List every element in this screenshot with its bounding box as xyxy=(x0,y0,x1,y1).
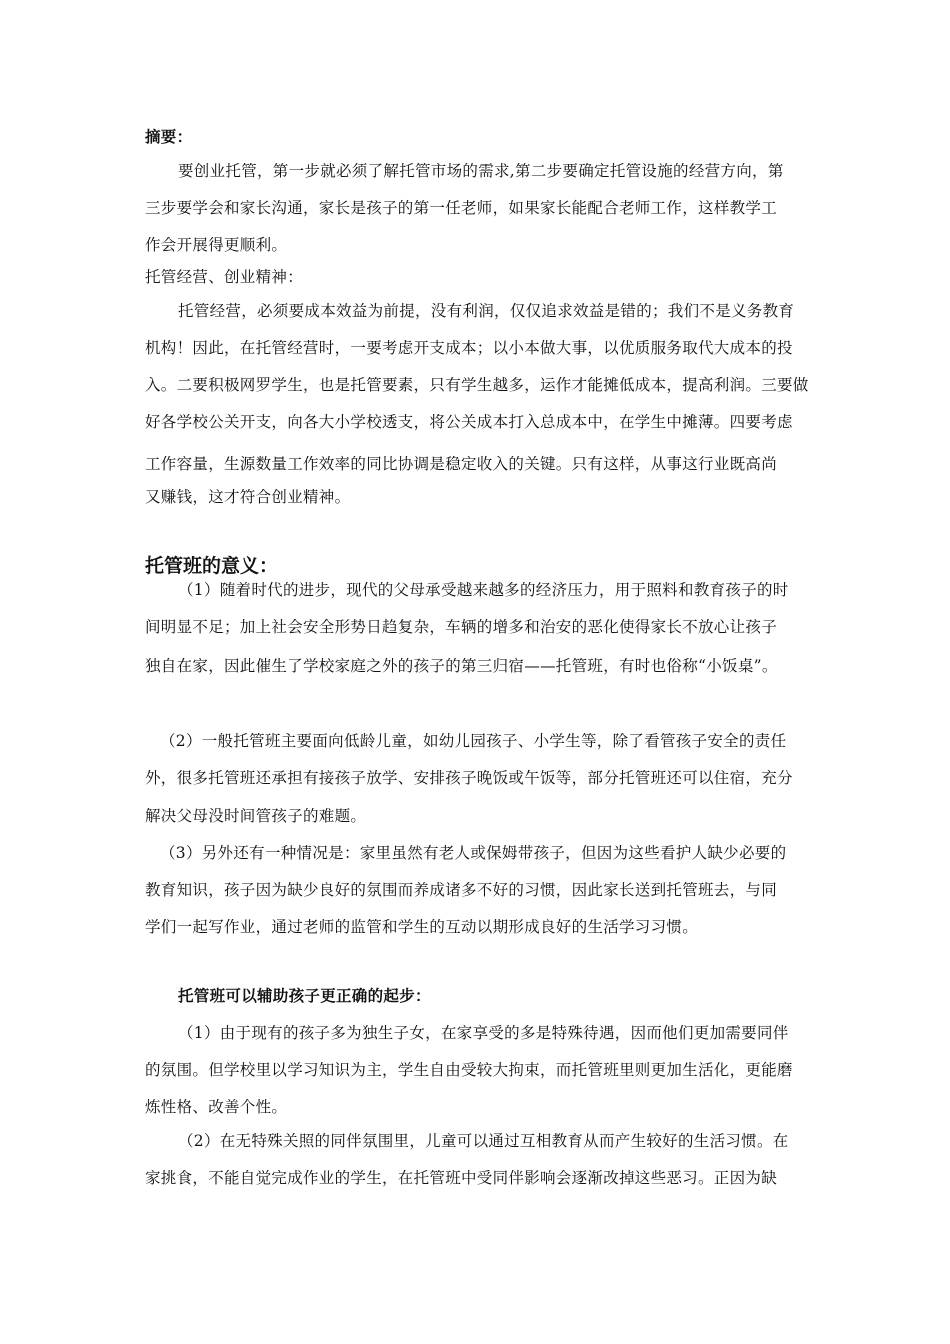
business-line: 工作容量，生源数量工作效率的同比协调是稳定收入的关键。只有这样，从事这行业既高尚 xyxy=(145,455,778,473)
meaning-3-line: 学们一起写作业，通过老师的监管和学生的互动以期形成良好的生活学习习惯。 xyxy=(145,918,699,936)
meaning-2-line: 解决父母没时间管孩子的难题。 xyxy=(145,807,367,825)
meaning-3-line: 教育知识，孩子因为缺少良好的氛围而养成诸多不好的习惯，因此家长送到托管班去，与同 xyxy=(145,881,778,899)
abstract-line: 三步要学会和家长沟通，家长是孩子的第一任老师，如果家长能配合老师工作，这样教学工 xyxy=(145,199,778,217)
business-line: 托管经营，必须要成本效益为前提，没有利润，仅仅追求效益是错的；我们不是义务教育 xyxy=(178,302,795,320)
meaning-1-line: 间明显不足；加上社会安全形势日趋复杂，车辆的增多和治安的恶化使得家长不放心让孩子 xyxy=(145,618,778,636)
assist-2-line: （2）在无特殊关照的同伴氛围里，儿童可以通过互相教育从而产生较好的生活习惯。在 xyxy=(178,1132,789,1150)
meaning-1-line: 独自在家，因此催生了学校家庭之外的孩子的第三归宿——托管班，有时也俗称“小饭桌”。 xyxy=(145,657,778,675)
abstract-line: 作会开展得更顺利。 xyxy=(145,236,288,254)
abstract-label: 摘要： xyxy=(145,127,193,146)
business-line: 入。二要积极网罗学生，也是托管要素，只有学生越多，运作才能摊低成本，提高利润。三要做 xyxy=(145,376,809,394)
assist-1-line: 炼性格、改善个性。 xyxy=(145,1098,288,1116)
assist-2-line: 家挑食，不能自觉完成作业的学生，在托管班中受同伴影响会逐渐改掉这些恶习。正因为缺 xyxy=(145,1169,778,1187)
meaning-2-line: 外，很多托管班还承担有接孩子放学、安排孩子晚饭或午饭等，部分托管班还可以住宿，充分 xyxy=(145,769,793,787)
business-line: 好各学校公关开支，向各大小学校透支，将公关成本打入总成本中，在学生中摊薄。四要考虑 xyxy=(145,413,793,431)
assist-1-line: 的氛围。但学校里以学习知识为主，学生自由受较大拘束，而托管班里则更加生活化，更能磨 xyxy=(145,1061,793,1079)
meaning-2-line: （2）一般托管班主要面向低龄儿童，如幼儿园孩子、小学生等，除了看管孩子安全的责任 xyxy=(160,732,787,750)
assist-1-line: （1）由于现有的孩子多为独生子女，在家享受的多是特殊待遇，因而他们更加需要同伴 xyxy=(178,1024,789,1042)
business-line: 机构！因此，在托管经营时，一要考虑开支成本；以小本做大事，以优质服务取代大成本的投 xyxy=(145,339,793,357)
abstract-line: 要创业托管，第一步就必须了解托管市场的需求,第二步要确定托管设施的经营方向，第 xyxy=(178,162,784,180)
business-line: 又赚钱，这才符合创业精神。 xyxy=(145,488,351,506)
meaning-1-line: （1）随着时代的进步，现代的父母承受越来越多的经济压力，用于照料和教育孩子的时 xyxy=(178,581,789,599)
meaning-heading: 托管班的意义： xyxy=(145,555,279,577)
keywords-line: 托管经营、创业精神： xyxy=(145,268,304,286)
meaning-3-line: （3）另外还有一种情况是：家里虽然有老人或保姆带孩子，但因为这些看护人缺少必要的 xyxy=(160,844,787,862)
assist-heading: 托管班可以辅助孩子更正确的起步： xyxy=(178,986,431,1005)
